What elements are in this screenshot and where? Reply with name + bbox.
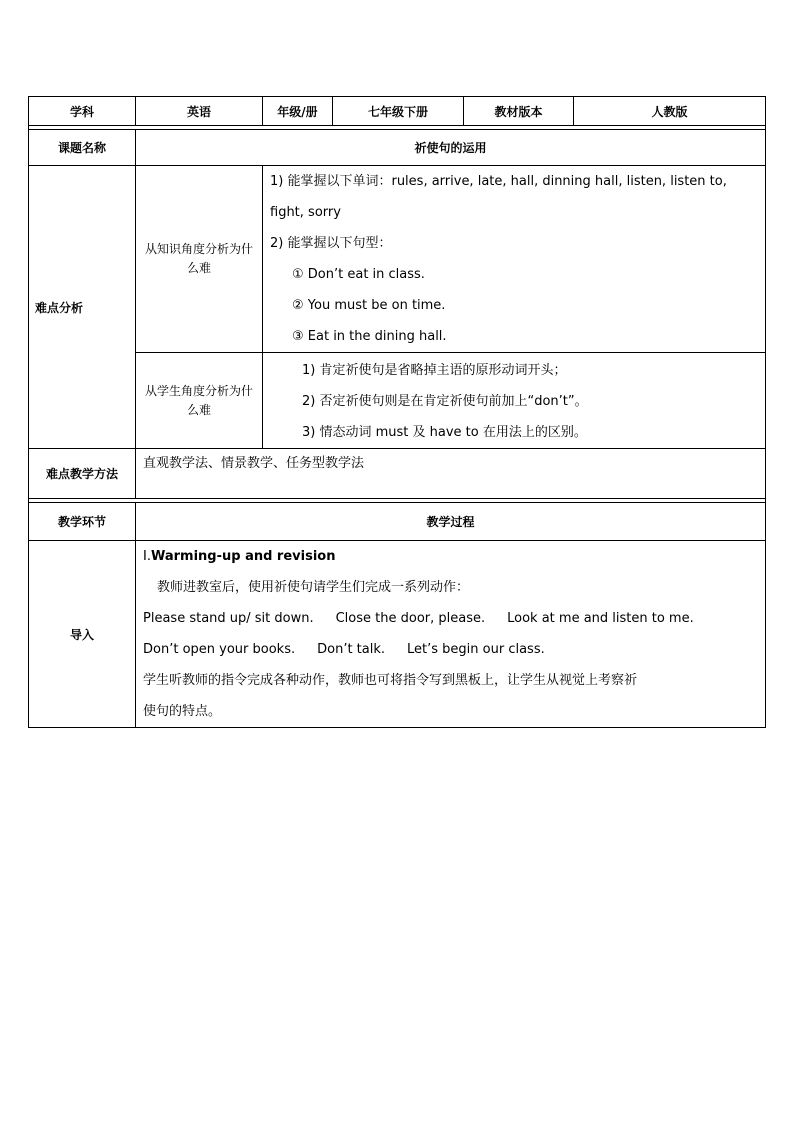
student-line-2: 2) 否定祈使句则是在肯定祈使句前加上“don’t”。 [302, 394, 588, 409]
command-4: Don’t open your books. [143, 642, 296, 657]
command-2: Close the door, please. [335, 611, 486, 626]
method-label: 难点教学方法 [29, 449, 136, 499]
process-header-row [29, 503, 766, 541]
knowledge-line-1: 1) 能掌握以下单词：rules, arrive, late, hall, dinning hall, listen, listen to, [270, 174, 727, 189]
intro-line-last-1: 学生听教师的指令完成各种动作，教师也可将指令写到黑板上，让学生从视觉上考察祈 [143, 673, 638, 688]
difficulty-knowledge-row [29, 166, 766, 353]
knowledge-line-3: 2) 能掌握以下句型： [270, 236, 392, 251]
command-1: Please stand up/ sit down. [143, 611, 314, 626]
lesson-plan-table [28, 96, 766, 728]
command-3: Look at me and listen to me. [507, 611, 694, 626]
topic-row [29, 130, 766, 166]
grade-label: 年级/册 [263, 97, 333, 126]
student-angle-content [263, 353, 766, 449]
intro-row [29, 541, 766, 728]
topic-value: 祈使句的运用 [136, 130, 766, 166]
grade-value: 七年级下册 [333, 97, 464, 126]
command-6: Let’s begin our class. [407, 642, 545, 657]
warmup-title [143, 541, 759, 572]
command-5: Don’t talk. [317, 642, 386, 657]
student-line-1: 1) 肯定祈使句是省略掉主语的原形动词开头； [302, 363, 567, 378]
intro-label: 导入 [29, 541, 136, 728]
stage-label: 教学环节 [29, 503, 136, 541]
method-row [29, 449, 766, 499]
header-row [29, 97, 766, 126]
method-value: 直观教学法、情景教学、任务型教学法 [136, 449, 766, 499]
knowledge-line-6: ③ Eat in the dining hall. [292, 329, 447, 344]
topic-label: 课题名称 [29, 130, 136, 166]
intro-line-last-2: 使句的特点。 [143, 704, 222, 719]
knowledge-line-2: fight, sorry [270, 205, 341, 220]
edition-label: 教材版本 [464, 97, 574, 126]
warmup-number: Ⅰ. [143, 549, 151, 564]
edition-value: 人教版 [574, 97, 766, 126]
process-label: 教学过程 [136, 503, 766, 541]
student-angle-label: 从学生角度分析为什么难 [136, 353, 263, 449]
difficulty-label: 难点分析 [29, 166, 136, 449]
subject-label: 学科 [29, 97, 136, 126]
intro-commands-2 [143, 634, 759, 665]
knowledge-line-4: ① Don’t eat in class. [292, 267, 425, 282]
difficulty-student-row [29, 353, 766, 449]
subject-value: 英语 [136, 97, 263, 126]
intro-commands-1 [143, 603, 759, 634]
intro-line-1: 教师进教室后，使用祈使句请学生们完成一系列动作： [157, 580, 470, 595]
knowledge-angle-content [263, 166, 766, 353]
intro-content [136, 541, 766, 728]
knowledge-line-5: ② You must be on time. [292, 298, 446, 313]
student-line-3: 3) 情态动词 must 及 have to 在用法上的区别。 [302, 425, 587, 440]
knowledge-angle-label: 从知识角度分析为什么难 [136, 166, 263, 353]
warmup-title-text: Warming-up and revision [150, 549, 336, 564]
